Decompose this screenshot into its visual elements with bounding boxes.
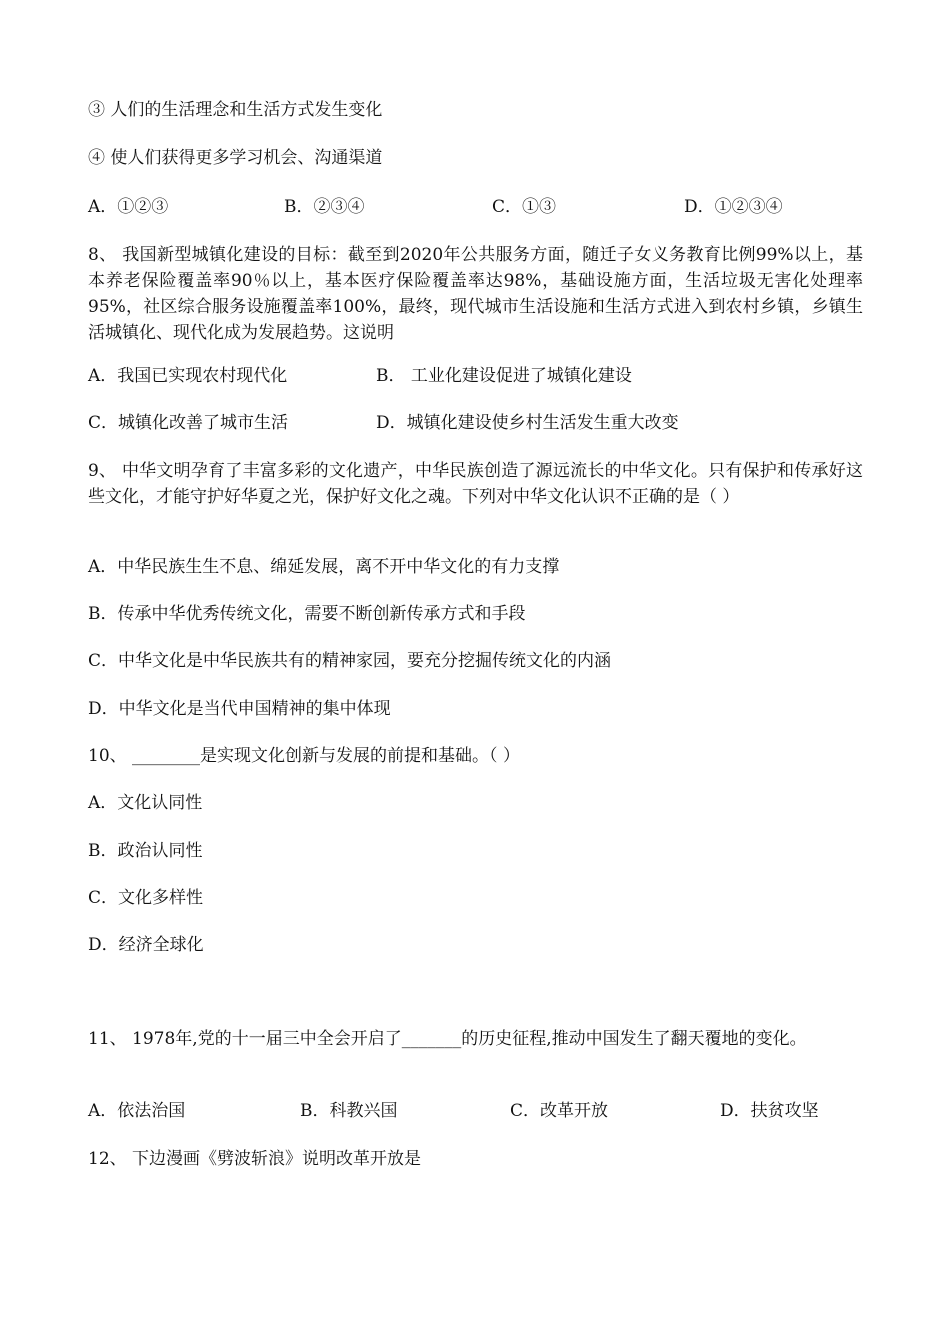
q8-option-a: A．我国已实现农村现代化 — [88, 366, 288, 386]
q9-option-a: A．中华民族生生不息、绵延发展，离不开中华文化的有力支撑 — [88, 557, 560, 577]
prev-option-a: A．①②③ — [88, 197, 169, 217]
q11-option-d: D．扶贫攻坚 — [720, 1101, 819, 1121]
question-9-stem: 9、 中华文明孕育了丰富多彩的文化遗产，中华民族创造了源远流长的中华文化。只有保护和传承好这些文化，才能守护好华夏之光，保护好文化之魂。下列对中华文化认识不正确的是（ ） — [88, 461, 863, 507]
q11-option-a: A．依法治国 — [88, 1101, 186, 1121]
q9-option-b: B．传承中华优秀传统文化，需要不断创新传承方式和手段 — [88, 604, 526, 624]
prev-option-d: D．①②③④ — [684, 197, 783, 217]
prev-option-b: B．②③④ — [284, 197, 365, 217]
q9-option-c: C．中华文化是中华民族共有的精神家园，要充分挖掘传统文化的内涵 — [88, 651, 612, 671]
question-11-stem: 11、 1978年,党的十一届三中全会开启了_______的历史征程,推动中国发生了翻天覆地的变化。 — [88, 1029, 807, 1049]
question-8-stem: 8、 我国新型城镇化建设的目标：截至到2020年公共服务方面，随迁子女义务教育比例99%以上，基本养老保险覆盖率90％以上，基本医疗保险覆盖率达98%，基础设施方面，生活垃圾无害化处理率95%，社区综合服务设施覆盖率100%，最终，现代城市生活设施和生活方式进入到农村乡镇，乡镇生活城镇化、现代化成为发展趋势。这说明 — [88, 245, 863, 343]
question-12-stem: 12、 下边漫画《劈波斩浪》说明改革开放是 — [88, 1149, 422, 1169]
q8-option-c: C．城镇化改善了城市生活 — [88, 413, 289, 433]
q11-option-b: B．科教兴国 — [300, 1101, 398, 1121]
q8-option-b: B． 工业化建设促进了城镇化建设 — [376, 366, 632, 386]
q11-option-c: C．改革开放 — [510, 1101, 609, 1121]
q10-option-a: A．文化认同性 — [88, 793, 203, 813]
q8-option-d: D．城镇化建设使乡村生活发生重大改变 — [376, 413, 679, 433]
q10-option-d: D．经济全球化 — [88, 935, 204, 955]
q10-option-c: C．文化多样性 — [88, 888, 204, 908]
prev-item-4: ④ 使人们获得更多学习机会、沟通渠道 — [88, 148, 383, 168]
prev-item-3: ③ 人们的生活理念和生活方式发生变化 — [88, 100, 383, 120]
question-10-stem: 10、 ________是实现文化创新与发展的前提和基础。（ ） — [88, 746, 520, 766]
prev-option-c: C．①③ — [492, 197, 557, 217]
q10-option-b: B．政治认同性 — [88, 841, 203, 861]
q9-option-d: D．中华文化是当代申国精神的集中体现 — [88, 699, 391, 719]
